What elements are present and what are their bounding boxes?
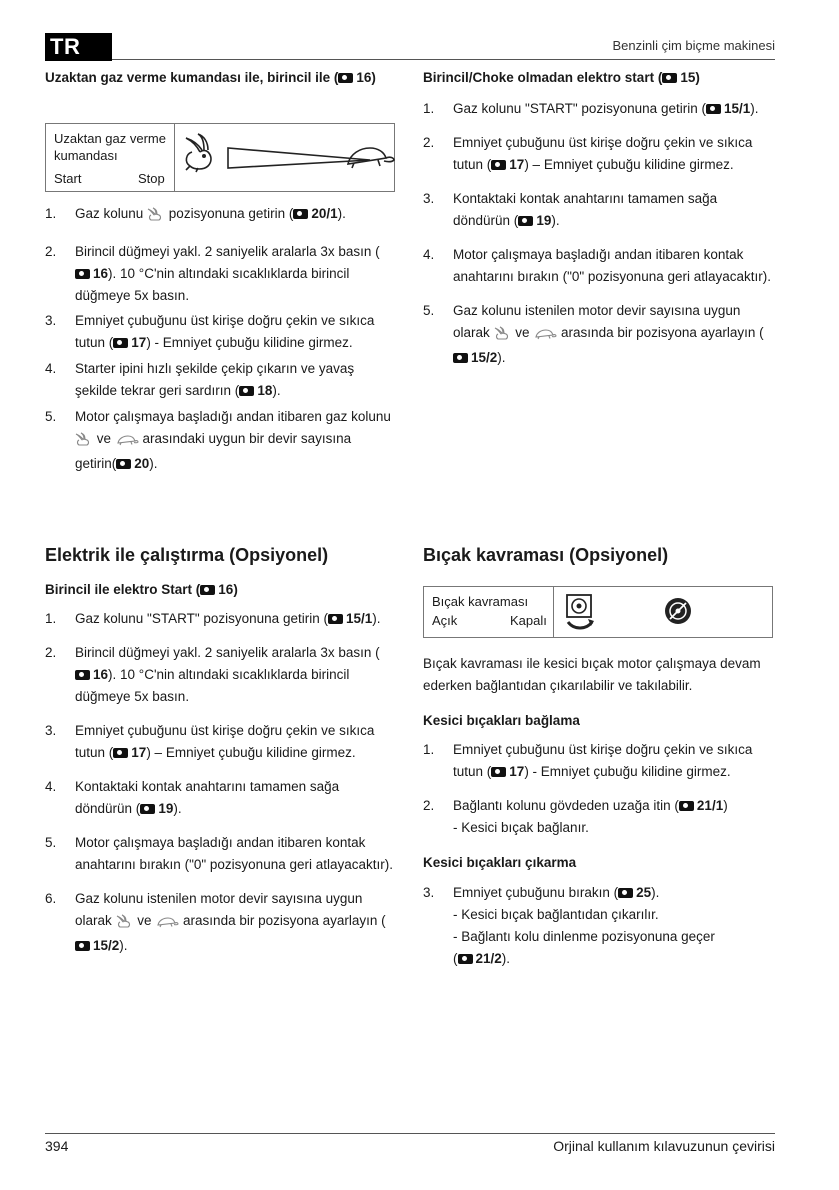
camera-icon (662, 73, 677, 83)
box-label-line2: kumandası (54, 148, 118, 163)
throttle-diagram (178, 130, 396, 185)
remote-throttle-box (45, 123, 395, 192)
camera-icon (328, 614, 343, 624)
electro-start-steps (423, 98, 773, 369)
electric-start-steps (45, 608, 395, 957)
language-badge: TR (45, 33, 112, 61)
list-item: 2. Birincil düğmeyi yakl. 2 saniyelik aralarla 3x basın (16). 10 °C'nin altındaki sıcaklıklarda birincil düğmeye 5x basın. (45, 645, 380, 704)
connect-blades-steps (423, 739, 773, 839)
turtle-small-icon (155, 913, 179, 935)
list-item: 4. Starter ipini hızlı şekilde çekip çıkarın ve yavaş şekilde tekrar geri sardırın ( 18). (45, 361, 355, 398)
camera-icon (239, 386, 254, 396)
remote-throttle-steps (45, 203, 395, 475)
page-number: 394 (45, 1138, 69, 1154)
camera-icon (75, 941, 90, 951)
footer-note: Orjinal kullanım kılavuzunun çevirisi (553, 1138, 775, 1154)
list-item: 5. Motor çalışmaya başladığı andan itibaren kontak anahtarını bırakın ("0" pozisyonuna geri atlayacaktır). (45, 835, 394, 872)
camera-icon (453, 353, 468, 363)
box-stop-label: Stop (138, 171, 165, 186)
left-column-bottom (45, 545, 395, 957)
camera-icon (491, 767, 506, 777)
remote-throttle-heading: Uzaktan gaz verme kumandası ile, birincil ile ( 16) (45, 70, 376, 85)
clutch-engage-icon (564, 592, 598, 632)
camera-icon (113, 338, 128, 348)
header-title: Benzinli çim biçme makinesi (612, 38, 775, 53)
camera-icon (116, 459, 131, 469)
rabbit-small-icon (116, 913, 134, 935)
camera-icon (75, 670, 90, 680)
list-item: 3. Kontaktaki kontak anahtarını tamamen sağa döndürün ( 19). (423, 191, 718, 228)
rabbit-small-icon (494, 325, 512, 347)
clutch-disengage-icon (662, 595, 694, 627)
box-label-line1: Uzaktan gaz verme (54, 131, 166, 146)
header-divider (112, 59, 775, 60)
left-column-top (45, 68, 395, 475)
right-column-bottom (423, 545, 773, 970)
camera-icon (338, 73, 353, 83)
blade-clutch-closed: Kapalı (510, 613, 547, 628)
electric-start-subheading: Birincil ile elektro Start ( 16) (45, 582, 238, 597)
list-item: 2. Emniyet çubuğunu üst kirişe doğru çekin ve sıkıca tutun ( 17) – Emniyet çubuğu kilidine girmez. (423, 135, 753, 172)
camera-icon (293, 209, 308, 219)
footer-divider (45, 1133, 775, 1134)
list-item: 6. Gaz kolunu istenilen motor devir sayısına uygun olarak ve arasında bir pozisyona ayarlayın (15/2). (45, 891, 386, 953)
section-title-blade-clutch: Bıçak kavraması (Opsiyonel) (423, 545, 669, 565)
box-divider (553, 587, 554, 637)
camera-icon (113, 748, 128, 758)
list-item: 2. Birincil düğmeyi yakl. 2 saniyelik aralarla 3x basın (16). 10 °C'nin altındaki sıcaklıklarda birincil düğmeye 5x basın. (45, 244, 380, 303)
camera-icon (679, 801, 694, 811)
disconnect-blades-steps (423, 882, 773, 970)
list-item: 1. Gaz kolunu "START" pozisyonuna getirin ( 15/1). (45, 611, 381, 626)
camera-icon (518, 216, 533, 226)
blade-clutch-intro: Bıçak kavraması ile kesici bıçak motor çalışmaya devam ederken bağlantıdan çıkarılabilir ve takılabilir. (423, 656, 761, 693)
list-item: 3. Emniyet çubuğunu üst kirişe doğru çekin ve sıkıca tutun ( 17) – Emniyet çubuğu kilidine girmez. (45, 723, 375, 760)
blade-clutch-label: Bıçak kavraması (432, 594, 529, 609)
list-item: 3. Emniyet çubuğunu üst kirişe doğru çekin ve sıkıca tutun ( 17) - Emniyet çubuğu kilidine girmez. (45, 313, 375, 350)
disconnect-blades-heading: Kesici bıçakları çıkarma (423, 855, 577, 870)
rabbit-small-icon (75, 431, 93, 453)
box-divider (174, 124, 175, 191)
list-item: 5. Gaz kolunu istenilen motor devir sayısına uygun olarak ve arasında bir pozisyona ayarlayın (15/2). (423, 303, 764, 365)
right-column-top (423, 68, 773, 369)
list-item: 1. Gaz kolunu pozisyonuna getirin ( 20/1). (45, 203, 395, 228)
throttle-wedge (228, 148, 370, 168)
list-item: 1. Gaz kolunu "START" pozisyonuna getirin ( 15/1). (423, 101, 759, 116)
rabbit-small-icon (147, 206, 165, 228)
electro-start-heading: Birincil/Choke olmadan elektro start ( 15) (423, 70, 700, 85)
connect-blades-heading: Kesici bıçakları bağlama (423, 713, 580, 728)
camera-icon (491, 160, 506, 170)
list-item: 5. Motor çalışmaya başladığı andan itibaren gaz kolunu ve arasındaki uygun bir devir sayısına getirin( 20). (45, 409, 391, 471)
list-item: 2. Bağlantı kolunu gövdeden uzağa itin ( 21/1) - Kesici bıçak bağlanır. (423, 798, 728, 835)
camera-icon (75, 269, 90, 279)
camera-icon (140, 804, 155, 814)
box-start-label: Start (54, 171, 82, 186)
turtle-small-icon (115, 431, 139, 453)
turtle-small-icon (533, 325, 557, 347)
list-item: 1. Emniyet çubuğunu üst kirişe doğru çekin ve sıkıca tutun ( 17) - Emniyet çubuğu kilidine girmez. (423, 742, 753, 779)
camera-icon (458, 954, 473, 964)
rabbit-icon (186, 134, 211, 172)
camera-icon (706, 104, 721, 114)
camera-icon (618, 888, 633, 898)
blade-clutch-box (423, 586, 773, 638)
blade-clutch-open: Açık (432, 613, 458, 628)
section-title-electric-start: Elektrik ile çalıştırma (Opsiyonel) (45, 545, 329, 565)
list-item: 3. Emniyet çubuğunu bırakın ( 25). - Kesici bıçak bağlantıdan çıkarılır. - Bağlantı kolu dinlenme pozisyonuna geçer ( 21/2). (423, 885, 715, 966)
list-item: 4. Motor çalışmaya başladığı andan itibaren kontak anahtarını bırakın ("0" pozisyonuna geri atlayacaktır). (423, 247, 772, 284)
list-item: 4. Kontaktaki kontak anahtarını tamamen sağa döndürün ( 19). (45, 779, 340, 816)
camera-icon (200, 585, 215, 595)
